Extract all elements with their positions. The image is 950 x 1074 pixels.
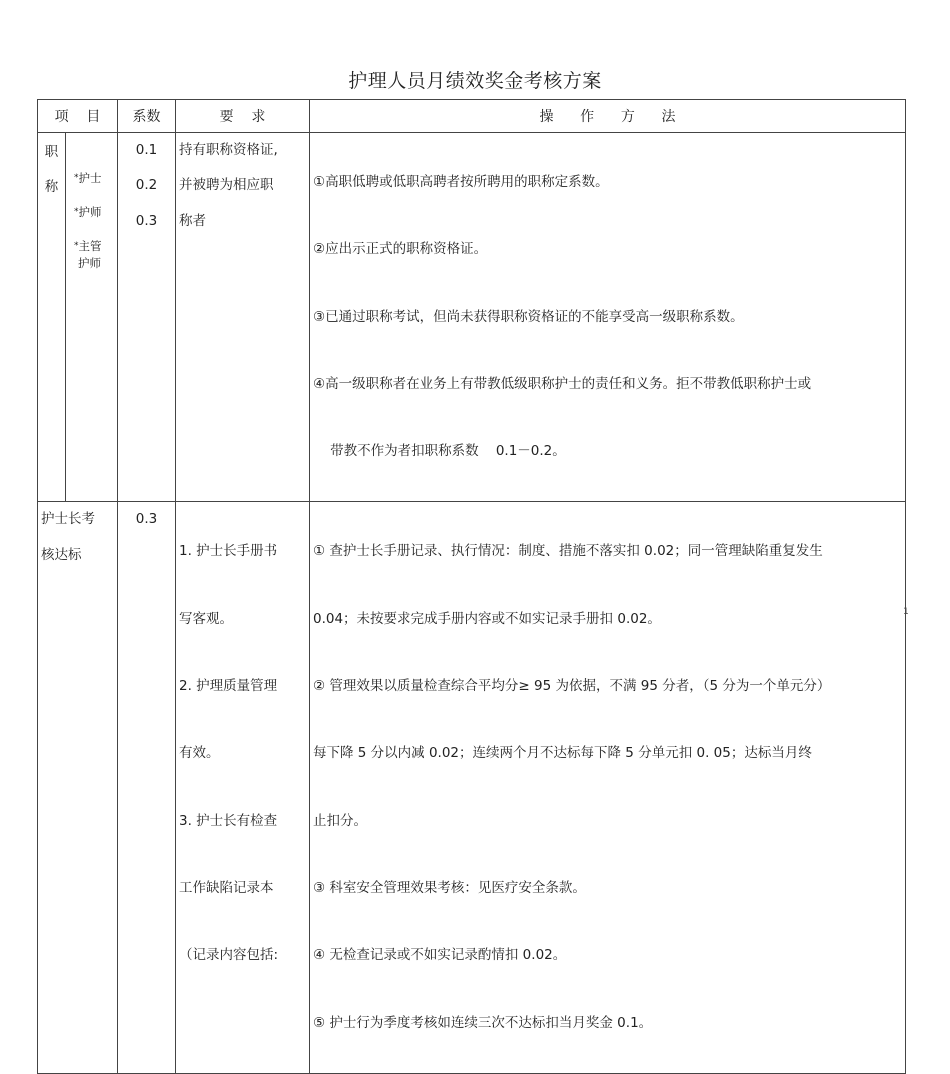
method-line: 0.04；未按要求完成手册内容或不如实记录手册扣 0.02。 [313,610,661,627]
coef-value: 0.1 [135,142,158,158]
method-line: ①高职低聘或低职高聘者按所聘用的职称定系数。 [313,174,609,190]
method-line: ③ 科室安全管理效果考核：见医疗安全条款。 [313,879,586,896]
head-nurse-method-cell [310,502,906,1073]
requirement-line: 称者 [179,212,206,229]
title-levels-cell [66,133,118,502]
item-line: 核达标 [41,546,82,563]
requirement-line: 3. 护士长有检查 [179,812,278,829]
method-line: ④ 无检查记录或不如实记录酌情扣 0.02。 [313,947,567,964]
head-nurse-requirement-cell [176,502,310,1073]
title-coef-cell [118,133,176,502]
requirement-line: 1. 护士长手册书 [179,543,278,560]
coef-value: 0.2 [135,177,158,194]
method-line: ③已通过职称考试，但尚未获得职称资格证的不能享受高一级职称系数。 [313,308,744,325]
requirement-line: 2. 护理质量管理 [179,678,278,695]
method-line: 止扣分。 [313,812,367,829]
row-title [38,133,906,502]
method-line: ② 管理效果以质量检查综合平均分≥ 95 为依据，不满 95 分者，（5 分为一个单元分） [313,678,831,695]
requirement-line: 并被聘为相应职 [179,177,274,194]
method-line: ① 查护士长手册记录、执行情况：制度、措施不落实扣 0.02；同一管理缺陷重复发生 [313,543,823,560]
header-item: 项 目 [38,100,118,133]
requirement-line: 工作缺陷记录本 [179,879,274,896]
method-line: 每下降 5 分以内减 0.02；连续两个月不达标每下降 5 分单元扣 0. 05；达标当月终 [313,745,812,762]
page-title: 护理人员月绩效奖金考核方案 [348,70,602,92]
method-line: ⑤ 护士行为季度考核如连续三次不达标扣当月奖金 0.1。 [313,1014,653,1031]
requirement-line: 写客观。 [179,610,233,627]
item-title-char: 称 [44,179,59,195]
item-title-char: 职 [44,144,59,160]
method-line: 带教不作为者扣职称系数 0.1－0.2。 [313,443,566,460]
item-line: 护士长考 [41,511,95,528]
method-line: ②应出示正式的职称资格证。 [313,241,488,258]
assessment-table [37,99,906,1074]
level-senior-nurse: *护师 [74,205,102,219]
coef-value: 0.3 [135,511,158,528]
requirement-line: 有效。 [179,745,220,762]
requirement-line: 持有职称资格证, [179,142,278,158]
requirement-line: （记录内容包括: [179,947,279,964]
level-nurse: *护士 [74,171,102,185]
level-supervisor: *主管 [74,239,102,253]
title-method-cell [310,133,906,502]
item-head-nurse-cell [38,502,118,1073]
header-coef: 系数 [118,100,176,133]
header-row [38,100,906,133]
row-head-nurse [38,502,906,1073]
method-line: ④高一级职称者在业务上有带教低级职称护士的责任和义务。拒不带教低职称护士或 [313,375,812,392]
head-nurse-coef-cell [118,502,176,1073]
header-requirement: 要 求 [176,100,310,133]
level-supervisor-nurse: 护师 [78,256,101,270]
coef-value: 0.3 [135,212,158,229]
item-title-cell [38,133,66,502]
title-requirement-cell [176,133,310,502]
header-method: 操 作 方 法 [310,100,906,133]
page-number: 1 [903,607,909,617]
